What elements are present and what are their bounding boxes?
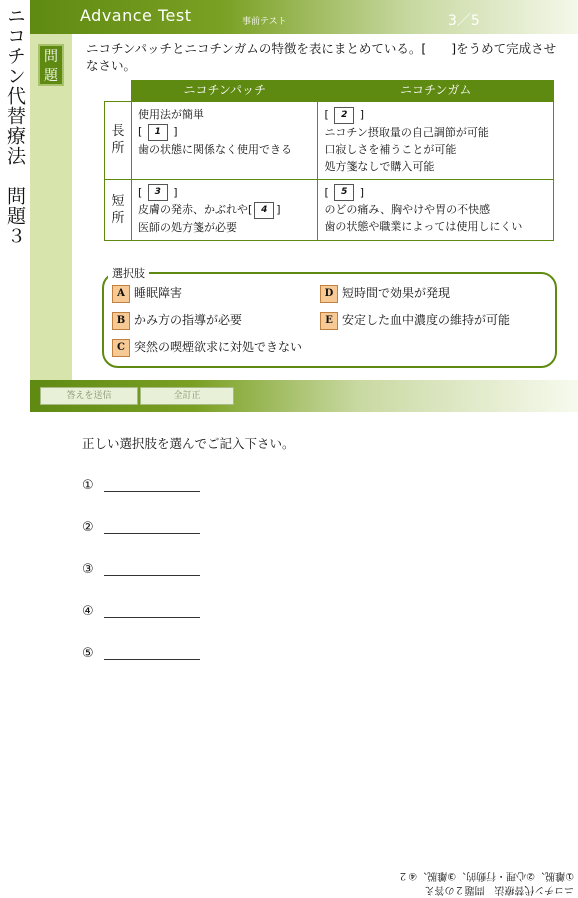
cell-line: 医師の処方箋が必要	[138, 220, 237, 234]
choice-b[interactable]	[112, 311, 242, 330]
answer-blank[interactable]	[104, 521, 200, 534]
col-header-gum: ニコチンガム	[318, 81, 554, 102]
answer-line-3[interactable]	[82, 562, 200, 577]
upside-down-answer-key	[364, 868, 574, 896]
footer-bar	[30, 380, 578, 412]
row-label-demerits: 短所	[105, 179, 132, 240]
choice-key: D	[320, 285, 338, 303]
answer-number: ①	[82, 478, 94, 493]
answer-number: ②	[82, 520, 94, 535]
choice-text: 短時間で効果が発現	[342, 286, 451, 300]
blank-row: [ 2 ]	[324, 106, 547, 124]
blank-1[interactable]: 1	[148, 124, 168, 141]
blank-row: [ 3 ]	[138, 184, 311, 202]
blank-2[interactable]: 2	[334, 107, 354, 124]
choice-key: A	[112, 285, 130, 303]
answer-blank[interactable]	[104, 479, 200, 492]
blank-row: [ 5 ]	[324, 184, 547, 202]
question-text: ニコチンパッチとニコチンガムの特徴を表にまとめている。[ ]をうめて完成させなさい。	[86, 41, 557, 73]
choices-legend: 選択肢	[108, 265, 149, 281]
submit-answer-button[interactable]: 答えを送信	[40, 387, 138, 405]
answer-line-2[interactable]	[82, 520, 200, 535]
demerits-patch-cell	[132, 179, 318, 240]
app-title: Advance Test	[80, 6, 192, 25]
cell-text: 皮膚の発赤、かぶれや[	[138, 203, 253, 216]
instruction-text: 正しい選択肢を選んでご記入下さい。	[82, 436, 295, 451]
answer-blank[interactable]	[104, 647, 200, 660]
header-subtitle: 事前テスト	[242, 17, 287, 27]
answer-number: ③	[82, 562, 94, 577]
cell-line	[138, 201, 311, 219]
cell-line: 使用法が簡単	[138, 108, 204, 121]
merits-gum-cell	[318, 102, 554, 180]
blank-4[interactable]: 4	[254, 202, 274, 219]
merits-patch-cell	[132, 102, 318, 180]
correct-all-button[interactable]: 全訂正	[140, 387, 234, 405]
choice-key: E	[320, 312, 338, 330]
answer-key-text: ①離脱、②心理・行動的、③離脱、④２	[398, 870, 574, 881]
choice-text: 睡眠障害	[134, 286, 183, 300]
cell-line: 処方箋なしで購入可能	[324, 159, 435, 173]
choices-box	[102, 267, 557, 368]
row-label-merits: 長所	[105, 102, 132, 180]
choice-key: C	[112, 339, 130, 357]
blank-3[interactable]: 3	[148, 184, 168, 201]
blank-row: [ 1 ]	[138, 123, 311, 141]
cell-line: 口寂しさを補うことが可能	[324, 142, 457, 156]
blank-5[interactable]: 5	[334, 184, 354, 201]
choice-a[interactable]	[112, 284, 182, 303]
answer-blank[interactable]	[104, 605, 200, 618]
choice-key: B	[112, 312, 130, 330]
choice-c[interactable]	[112, 338, 302, 357]
choice-text: 安定した血中濃度の維持が可能	[342, 313, 511, 327]
comparison-table	[104, 80, 554, 241]
answer-line-5[interactable]	[82, 646, 200, 661]
answer-line-1[interactable]	[82, 478, 200, 493]
choice-d[interactable]	[320, 284, 450, 303]
cell-line: 歯の状態や職業によっては使用しにくい	[324, 220, 523, 233]
header-bar	[30, 0, 578, 34]
cell-line: ニコチン摂取量の自己調節が可能	[324, 125, 489, 139]
answer-number: ⑤	[82, 646, 94, 661]
vertical-title: ニコチン代替療法 問題３	[4, 6, 26, 246]
choice-text: かみ方の指導が必要	[134, 313, 243, 327]
answer-key-title: ニコチン代替療法 問題２の答え	[424, 884, 574, 895]
cell-line: 歯の状態に関係なく使用できる	[138, 142, 292, 156]
col-header-patch: ニコチンパッチ	[132, 81, 318, 102]
table-corner	[105, 81, 132, 102]
choice-e[interactable]	[320, 311, 510, 330]
cell-text: ]	[276, 203, 281, 216]
answer-blank[interactable]	[104, 563, 200, 576]
question-badge: 問題	[38, 44, 64, 86]
choice-text: 突然の喫煙欲求に対処できない	[134, 340, 303, 354]
answer-line-4[interactable]	[82, 604, 200, 619]
test-panel	[30, 0, 578, 412]
demerits-gum-cell	[318, 179, 554, 240]
cell-line: のどの痛み、胸やけや胃の不快感	[324, 203, 491, 216]
answer-number: ④	[82, 604, 94, 619]
page-indicator: 3／5	[448, 13, 480, 29]
